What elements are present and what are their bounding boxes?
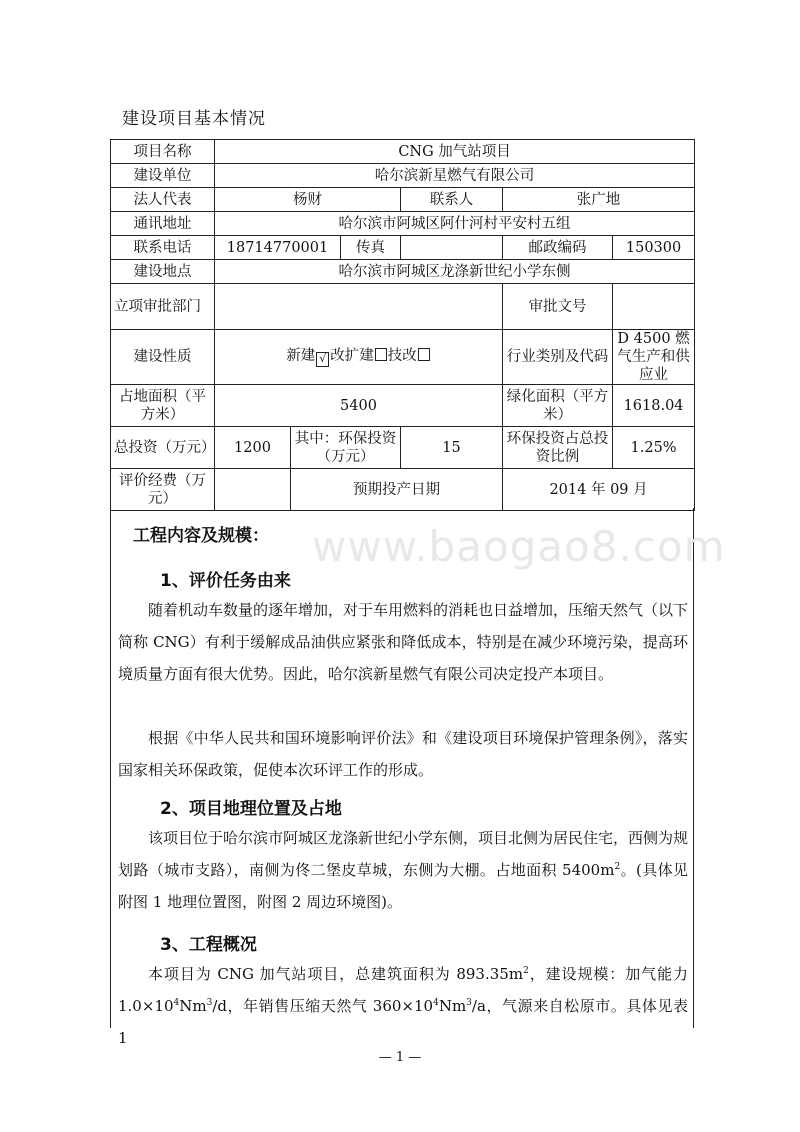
env-invest-value: 15 [401,427,503,469]
approval-no-value [613,284,695,330]
env-invest-label: 其中：环保投资（万元） [291,427,401,469]
nature-options [215,330,503,385]
eval-fee-value [215,469,291,511]
green-value: 1618.04 [613,385,695,427]
section-2-heading: 2、项目地理位置及占地 [160,799,342,819]
prod-date-label: 预期投产日期 [291,469,503,511]
nature-tech-label: 技改 [387,348,417,364]
industry-label: 行业类别及代码 [503,330,613,385]
section-2-paragraph-1: 该项目位于哈尔滨市阿城区龙涤新世纪小学东侧，项目北侧为居民住宅，西侧为规划路（城市支路），南侧为佟二堡皮草城，东侧为大棚。占地面积 $5400m^2$。(具体见附图 1 地理位置图，附图 2 周边环境图)。 [118,829,689,911]
green-label: 绿化面积（平方米） [503,385,613,427]
fax-value [401,236,503,260]
contact-value: 张广地 [503,188,695,212]
project-info-table [110,139,695,511]
fax-label: 传真 [341,236,401,260]
approval-dept-label: 立项审批部门 [111,284,215,330]
postcode-label: 邮政编码 [503,236,613,260]
eval-fee-label: 评价经费（万元） [111,469,215,511]
page-number: — 1 — [378,1050,422,1065]
checkbox-empty-icon [418,348,430,361]
section-1-heading: 1、评价任务由来 [160,571,291,591]
section-1-paragraph-1: 随着机动车数量的逐年增加，对于车用燃料的消耗也日益增加，压缩天然气（以下简称 CNG）有利于缓解成品油供应紧张和降低成本，特别是在减少环境污染，提高环境质量方面有很大优势。因此，哈尔滨新星燃气有限公司决定投产本项目。 [118,601,689,683]
main-heading: 工程内容及规模： [133,526,269,546]
project-name-label: 项目名称 [111,140,215,164]
checkbox-empty-icon [375,348,387,361]
section-3-paragraph-1: 本项目为 CNG 加气站项目，总建筑面积为 $893.35m^2$，建设规模：加气能力 $1.0\times 10^4Nm^3/d$，年销售压缩天然气 $360\times 10^4Nm^3/a$，气源来自松原市。具体见表 1 [118,965,689,1047]
env-ratio-label: 环保投资占总投资比例 [503,427,613,469]
site-label: 建设地点 [111,260,215,284]
builder-value: 哈尔滨新星燃气有限公司 [215,164,695,188]
project-name-value: CNG 加气站项目 [215,140,695,164]
postcode-value: 150300 [613,236,695,260]
phone-label: 联系电话 [111,236,215,260]
address-label: 通讯地址 [111,212,215,236]
builder-label: 建设单位 [111,164,215,188]
env-ratio-value: 1.25% [613,427,695,469]
area-label: 占地面积（平方米） [111,385,215,427]
watermark: www.baogao8.com [312,522,726,571]
industry-value: D 4500 燃气生产和供应业 [613,330,695,385]
contact-label: 联系人 [401,188,503,212]
site-value: 哈尔滨市阿城区龙涤新世纪小学东侧 [215,260,695,284]
nature-expand-label: 改扩建 [330,348,374,364]
approval-dept-value [215,284,503,330]
area-value: 5400 [215,385,503,427]
legal-rep-label: 法人代表 [111,188,215,212]
approval-no-label: 审批文号 [503,284,613,330]
prod-date-value: 2014 年 09 月 [503,469,695,511]
nature-new-label: 新建 [286,348,316,364]
checkbox-checked-icon: √ [316,352,329,367]
section-1-paragraph-2: 根据《中华人民共和国环境影响评价法》和《建设项目环境保护管理条例》，落实国家相关环保政策，促使本次环评工作的形成。 [118,729,688,779]
nature-label: 建设性质 [111,330,215,385]
legal-rep-value: 杨财 [215,188,401,212]
phone-value: 18714770001 [215,236,341,260]
address-value: 哈尔滨市阿城区阿什河村平安村五组 [215,212,695,236]
total-invest-value: 1200 [215,427,291,469]
total-invest-label: 总投资（万元） [111,427,215,469]
document-title: 建设项目基本情况 [122,109,266,129]
section-3-heading: 3、工程概况 [160,935,257,955]
